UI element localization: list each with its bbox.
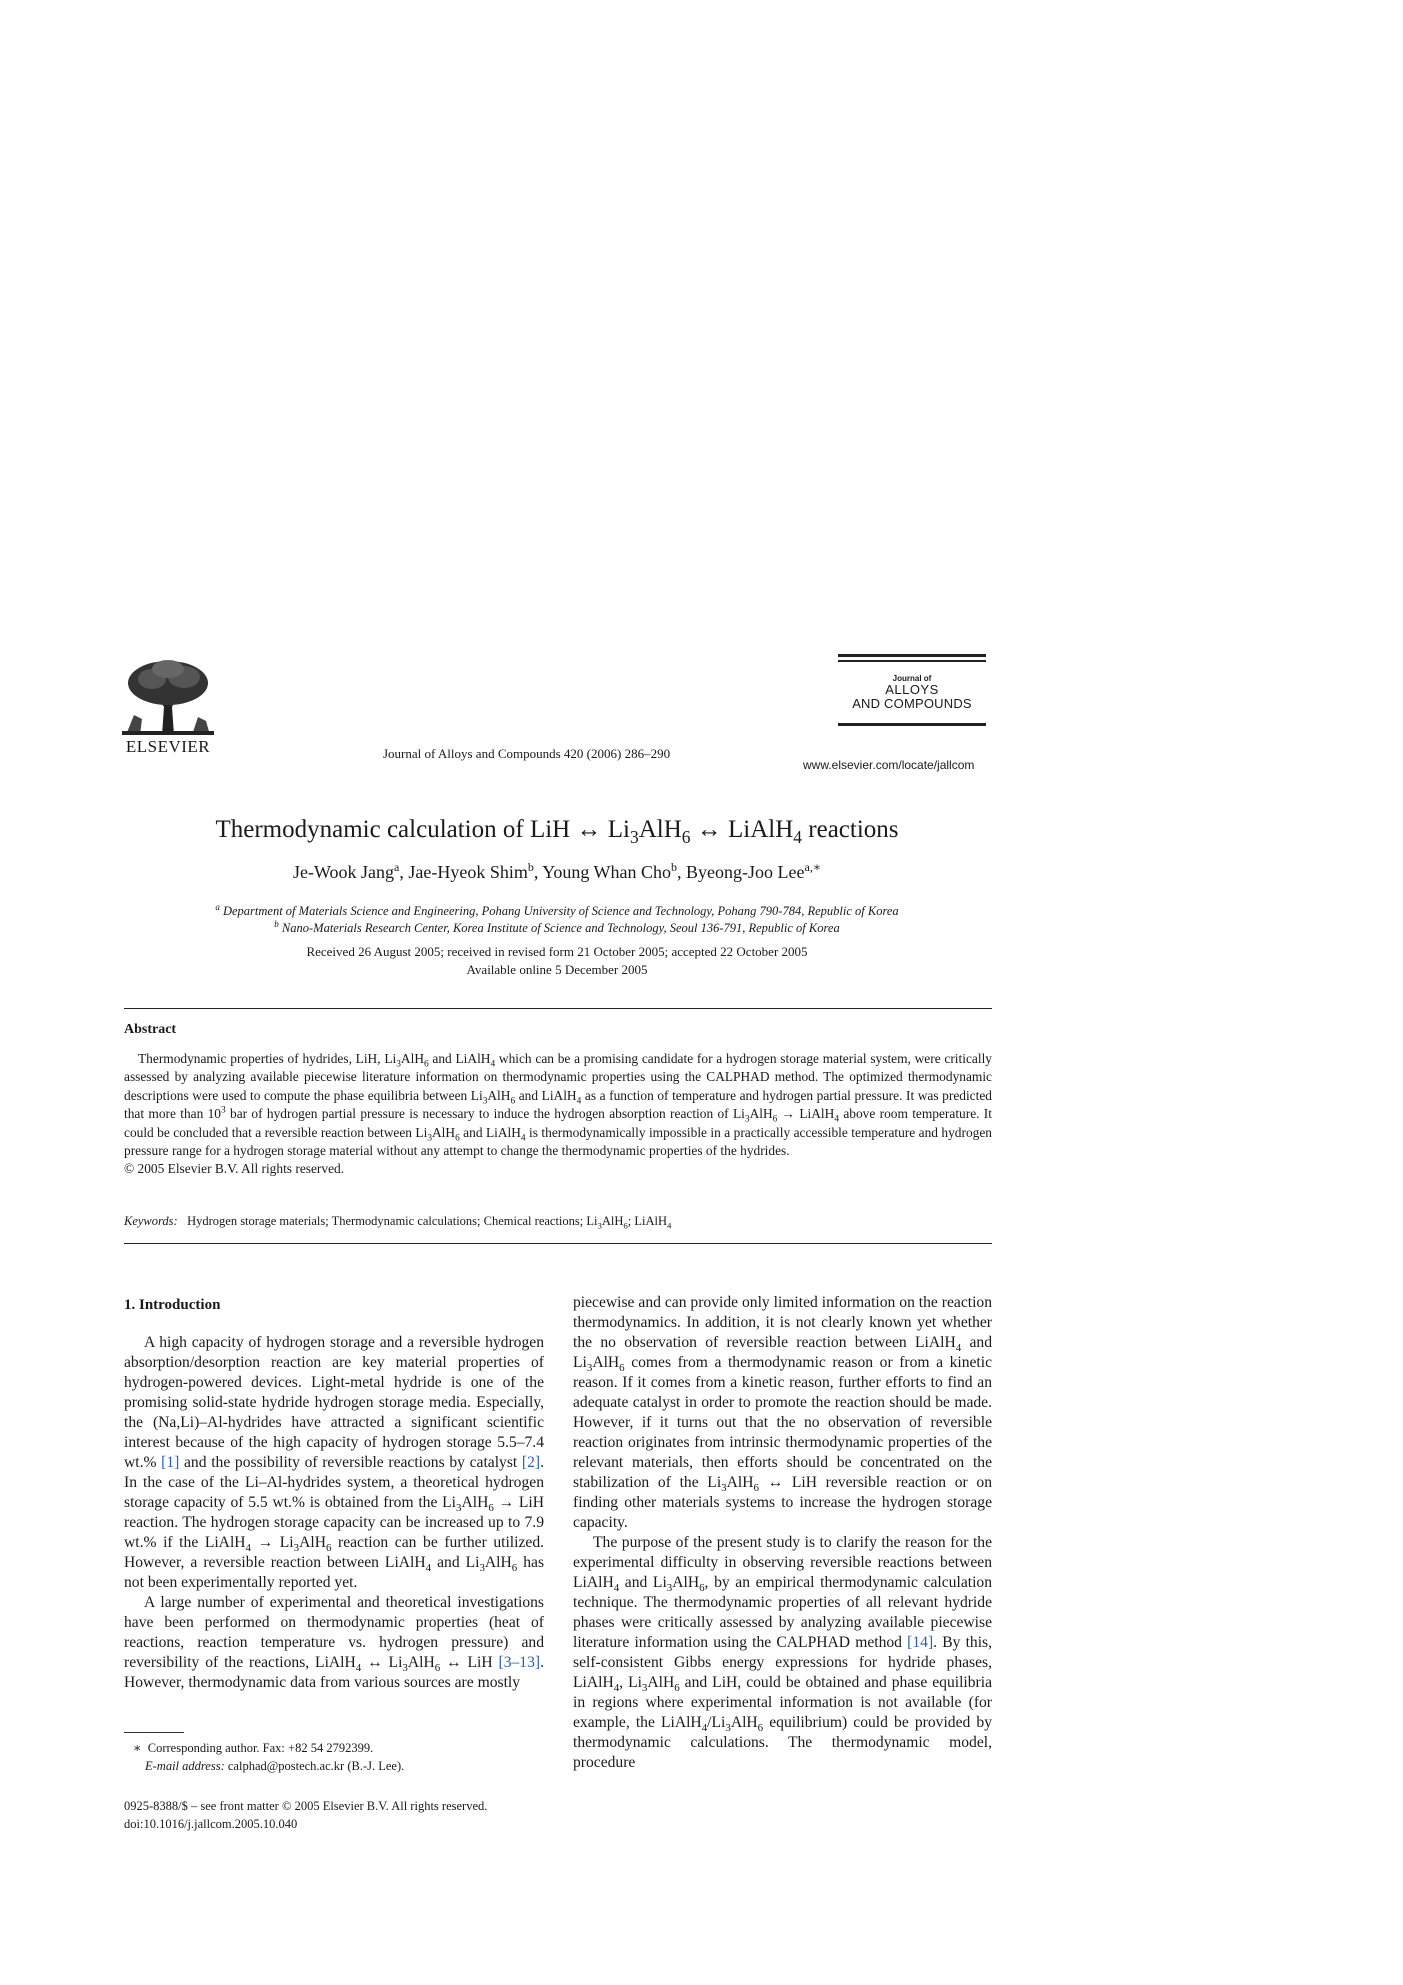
abstract-bottom-rule bbox=[124, 1243, 992, 1244]
elsevier-logo bbox=[122, 657, 214, 757]
issn-line: 0925-8388/$ – see front matter © 2005 Elsevier B.V. All rights reserved. bbox=[124, 1799, 488, 1813]
online-date: Available online 5 December 2005 bbox=[466, 962, 648, 977]
abstract-copyright: © 2005 Elsevier B.V. All rights reserved. bbox=[124, 1161, 345, 1177]
right-column: piecewise and can provide only limited information on the reaction thermodynamics. In addition, it is not clearly known yet whether the no observation of reversible reaction between LiAlH$_4$ and $Li_3AlH_6$ comes from a thermodynamic reason or from a kinetic reason. If it comes from a kinetic reason, further efforts to find an adequate catalyst in order to promote the reaction should be made. However, if it turns out that the no observation of reversible reaction originates from intrinsic thermodynamic properties of the relevant materials, then efforts should be concentrated on the stabilization of the $Li_3AlH_6$ ↔ LiH reversible reaction or on finding other materials systems to increase the hydrogen storage capacity. The purpose of the present study is to clarify the reason for the experimental difficulty in observing reversible reactions between LiAlH$_4$ and $Li_3AlH_6$, by an empirical thermodynamic calculation technique. The thermodynamic properties of all relevant hydride phases were critically assessed by analyzing available piecewise literature information using the CALPHAD method [14]. By this, self-consistent Gibbs energy expressions for hydride phases, LiAlH$_4$, $Li_3AlH_6$ and LiH, could be obtained and phase equilibria in regions where experimental information is not available (for example, the $LiAlH_4/Li_3AlH_6$ equilibrium) could be provided by thermodynamic calculations. The thermodynamic model, procedure bbox=[573, 1294, 992, 1771]
doi-line[interactable]: doi:10.1016/j.jallcom.2005.10.040 bbox=[124, 1817, 298, 1831]
affiliation-b: $^b$ Nano-Materials Research Center, Korea Institute of Science and Technology, Seoul 136-791, Republic of Korea bbox=[274, 918, 840, 935]
abstract-top-rule bbox=[124, 1008, 992, 1009]
article-title: Thermodynamic calculation of LiH ↔ $Li_3AlH_6$ ↔ LiAlH$_4$ reactions bbox=[215, 816, 899, 847]
email-note: E-mail address: calphad@postech.ac.kr (B.-J. Lee). bbox=[145, 1759, 405, 1773]
elsevier-tree-icon bbox=[122, 657, 214, 735]
intro-heading: 1. Introduction bbox=[124, 1297, 221, 1313]
email-link[interactable]: calphad@postech.ac.kr (B.-J. Lee). bbox=[227, 1759, 405, 1773]
author-name: Byeong-Joo Lee bbox=[686, 862, 805, 882]
author-name: Young Whan Cho bbox=[542, 862, 672, 882]
journal-logo: Journal of ALLOYS AND COMPOUNDS bbox=[838, 654, 986, 726]
journal-url[interactable]: www.elsevier.com/locate/jallcom bbox=[803, 758, 975, 772]
corresponding-author-note: ∗ Corresponding author. Fax: +82 54 2792399. bbox=[133, 1741, 374, 1755]
footnote-rule bbox=[124, 1732, 184, 1733]
journal-citation: Journal of Alloys and Compounds 420 (2006) 286–290 bbox=[383, 746, 671, 761]
received-dates: Received 26 August 2005; received in revised form 21 October 2005; accepted 22 October 2005 bbox=[306, 944, 808, 959]
affiliation-a: $^a$ Department of Materials Science and Engineering, Pohang University of Science and Technology, Pohang 790-784, Republic of Korea bbox=[215, 901, 899, 918]
author-name: Je-Wook Jang bbox=[293, 862, 395, 882]
publisher-name: ELSEVIER bbox=[125, 737, 211, 756]
keywords: Keywords: Hydrogen storage materials; Thermodynamic calculations; Chemical reactions; $Li_3AlH_6$; LiAlH$_4$ bbox=[124, 1214, 672, 1231]
abstract-body: Thermodynamic properties of hydrides, LiH, $Li_3AlH_6$ and LiAlH$_4$ which can be a promising candidate for a hydrogen storage material system, were critically assessed by analyzing available piecewise literature information on thermodynamic properties using the CALPHAD method. The optimized thermodynamic descriptions were used to compute the phase equilibria between $Li_3AlH_6$ and LiAlH$_4$ as a function of temperature and hydrogen partial pressure. It was predicted that more than $10^3$ bar of hydrogen partial pressure is necessary to induce the hydrogen absorption reaction of $Li_3AlH_6$ → LiAlH$_4$ above room temperature. It could be concluded that a reversible reaction between $Li_3AlH_6$ and LiAlH$_4$ is thermodynamically impossible in a practically accessible temperature and hydrogen pressure range for a hydrogen storage material without any attempt to change the thermodynamic properties of the hydrides. © 2005 Elsevier B.V. All rights reserved. bbox=[124, 1050, 992, 1179]
author-list: Je-Wook Jang$^a$, Jae-Hyeok Shim$^b$, Young Whan Cho$^b$, Byeong-Joo Lee$^{a,∗}$ bbox=[293, 860, 821, 882]
left-column: A high capacity of hydrogen storage and a reversible hydrogen absorption/desorption reaction are key material properties of hydrogen-powered devices. Light-metal hydride is one of the promising solid-state hydride hydrogen storage media. Especially, the (Na,Li)–Al-hydrides have attracted a significant scientific interest because of the high capacity of hydrogen storage 5.5–7.4 wt.% [1] and the possibility of reversible reactions by catalyst [2]. In the case of the Li–Al-hydrides system, a theoretical hydrogen storage capacity of 5.5 wt.% is obtained from the $Li_3AlH_6$ → LiH reaction. The hydrogen storage capacity can be increased up to 7.9 wt.% if the LiAlH$_4$ → $Li_3AlH_6$ reaction can be further utilized. However, a reversible reaction between LiAlH$_4$ and $Li_3AlH_6$ has not been experimentally reported yet. A large number of experimental and theoretical investigations have been performed on thermodynamic properties (heat of reactions, reaction temperature vs. hydrogen pressure) and reversibility of the reactions, LiAlH$_4$ ↔ $Li_3AlH_6$ ↔ LiH [3–13]. However, thermodynamic data from various sources are mostly bbox=[124, 1334, 545, 1691]
abstract-heading: Abstract bbox=[124, 1022, 177, 1037]
author-name: Jae-Hyeok Shim bbox=[408, 862, 528, 882]
